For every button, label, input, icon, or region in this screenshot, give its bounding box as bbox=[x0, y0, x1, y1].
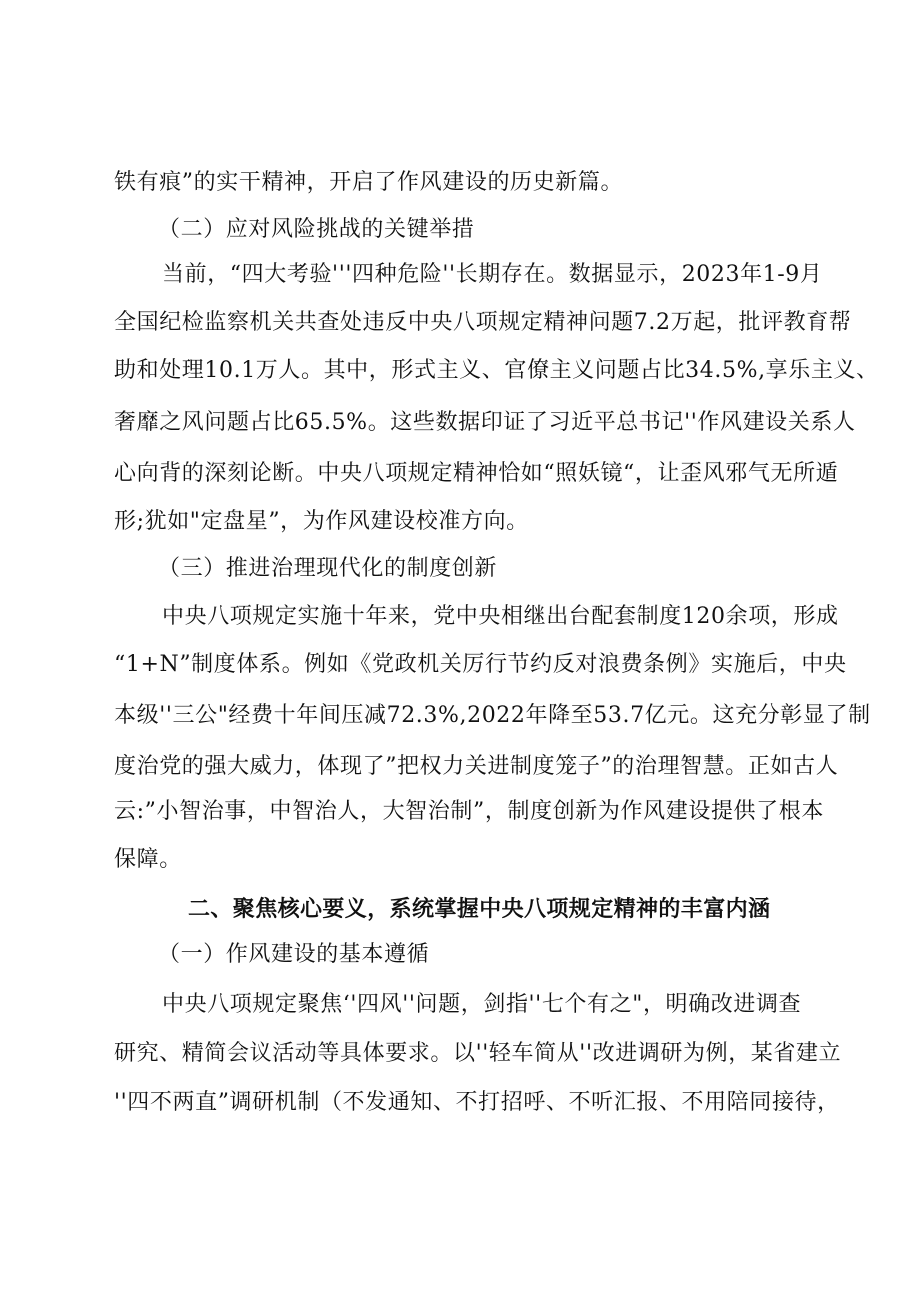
paragraph-line: 保障。 bbox=[114, 847, 182, 872]
paragraph-line: 形;犹如"定盘星”，为作风建设校准方向。 bbox=[114, 509, 529, 534]
paragraph-line: 中央八项规定聚焦‘'四风''问题，剑指''七个有之"，明确改进调查 bbox=[162, 992, 802, 1017]
paragraph-line: 助和处理10.1万人。其中，形式主义、官僚主义问题占比34.5%,享乐主义、 bbox=[114, 358, 879, 383]
paragraph-line: 奢靡之风问题占比65.5%。这些数据印证了习近平总书记''作风建设关系人 bbox=[114, 410, 856, 435]
paragraph-line: ''四不两直”调研机制（不发通知、不打招呼、不听汇报、不用陪同接待， bbox=[114, 1090, 840, 1115]
paragraph-line: 铁有痕”的实干精神，开启了作风建设的历史新篇。 bbox=[114, 170, 624, 195]
paragraph-line: 全国纪检监察机关共查处违反中央八项规定精神问题7.2万起，批评教育帮 bbox=[114, 310, 852, 335]
paragraph-line: 本级''三公"经费十年间压减72.3%,2022年降至53.7亿元。这充分彰显了制 bbox=[114, 703, 871, 728]
paragraph-line: 心向背的深刻论断。中央八项规定精神恰如“照妖镜“，让歪风邪气无所遁 bbox=[114, 461, 839, 486]
paragraph-line: 研究、精简会议活动等具体要求。以''轻车简从''改进调研为例，某省建立 bbox=[114, 1041, 842, 1066]
section-subheading: （三）推进治理现代化的制度创新 bbox=[158, 556, 498, 581]
paragraph-line: 当前，“四大考验'''四种危险''长期存在。数据显示，2023年1-9月 bbox=[162, 262, 823, 287]
paragraph-line: 中央八项规定实施十年来，党中央相继出台配套制度120余项，形成 bbox=[162, 604, 839, 629]
section-subheading: （二）应对风险挑战的关键举措 bbox=[158, 217, 475, 242]
paragraph-line: 云:”小智治事，中智治人，大智治制”，制度创新为作风建设提供了根本 bbox=[114, 799, 824, 824]
section-heading: 二、聚焦核心要义，系统掌握中央八项规定精神的丰富内涵 bbox=[188, 897, 771, 922]
paragraph-line: “1+N”制度体系。例如《党政机关厉行节约反对浪费条例》实施后，中央 bbox=[114, 652, 847, 677]
paragraph-line: 度治党的强大威力，体现了”把权力关进制度笼子”的治理智慧。正如古人 bbox=[114, 754, 839, 779]
section-subheading: （一）作风建设的基本遵循 bbox=[158, 942, 430, 967]
